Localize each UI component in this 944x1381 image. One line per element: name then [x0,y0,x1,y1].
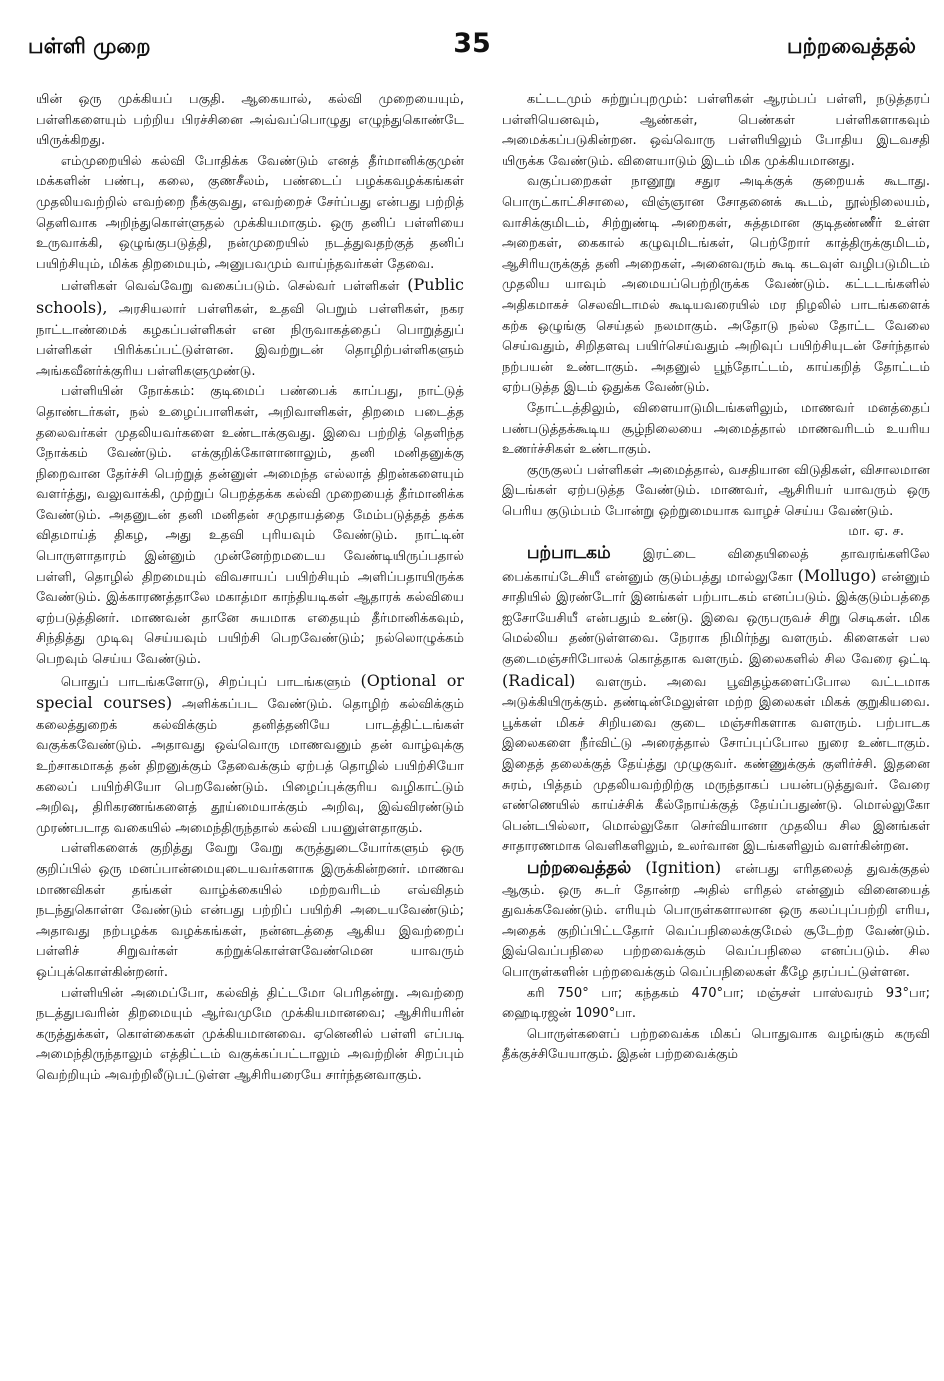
ignition-term: (Ignition) [645,857,722,877]
left-paragraph-2: எம்முறையில் கல்வி போதிக்க வேண்டும் எனத் தீர்மானிக்குமுன் மக்களின் பண்பு, கலை, குணசீலம், பண்டைப் பழக்கவழக்கங்கள் முதலியவற்றில் எவற்றை நீக்குவது, எவற்றைச் சேர்ப்பது என்பது பற்றித் தெளிவாக அறிந்துகொள்ளுதல் முக்கியமாகும். ஒரு தனிப் பள்ளியை உருவாக்கி, ஒழுங்குபடுத்தி, நன்முறையில் நடத்துவதற்குத் தனிப் பயிற்சியும், மிக்க திறமையும், அனுபவமும் வாய்ந்தவர்கள் தேவை. [36,153,464,272]
left-paragraph-7: பள்ளியின் அமைப்போ, கல்வித் திட்டமோ பெரிதன்று. அவற்றை நடத்துபவரின் திறமையும் ஆர்வமுமே முக்கியமானவை; ஆசிரியரின் கருத்துக்கள், கொள்கைகள் முக்கியமானவை. ஏனெனில் பள்ளி எப்படி அமைந்திருந்தாலும் எத்திட்டம் வகுக்கப்பட்டாலும் அவற்றின் சிறப்பும் வெற்றியும் அவற்றிலீடுபட்டுள்ள ஆசிரியரையே சார்ந்தனவாகும். [36,985,464,1083]
entry-parpadagam-text-c: வளரும். அவை பூவிதழ்களைப்போல வட்டமாக அடுக்கியிருக்கும். தண்டின்மேலுள்ள மற்ற இலைகள் மிகக் குறுகியவை. பூக்கள் மிகச் சிறியவை குடை மஞ்சரிகளாக வளரும். பற்பாடக இலைகளை நீர்விட்டு அரைத்தால் சோப்புப்போல நுரை உண்டாகும். இதைத் தலைக்குத் தேய்த்து முழுகுவர். கண்ணுக்குக் குளிர்ச்சி. இதனை சுரம், பித்தம் முதலியவற்றிற்கு மருந்தாகப் பயன்படுத்துவர். வேரை எண்ணெயில் காய்ச்சிக் கீல்நோய்க்குத் தேய்ப்பதுண்டு. மொல்லுகோ பென்டபில்லா, மொல்லுகோ செர்வியானா முதலிய சில இனங்கள் சாதாரணமாக வெளிகளிலும், உலர்வான இடங்களிலும் வளர்கின்றன. [502,674,930,855]
right-paragraph-last: பொருள்களைப் பற்றவைக்க மிகப் பொதுவாக வழங்கும் கருவி தீக்குச்சியேயாகும். இதன் பற்றவைக்கும் [502,1026,930,1063]
left-paragraph-5-text-a: பொதுப் பாடங்களோடு, சிறப்புப் பாடங்களும் [60,674,351,690]
mollugo-term: (Mollugo) [797,565,877,585]
author-signature: மா. ஏ. ச. [848,524,904,540]
header-left-title: பள்ளி முறை [28,34,151,58]
optional-courses-term: (Optional or special courses) [36,670,464,713]
page-number: 35 [453,28,491,59]
ignition-temperatures: கரி 750° பா; கந்தகம் 470°பா; மஞ்சள் பாஸ்வரம் 93°பா; ஹைடிரஜன் 1090°பா. [502,985,930,1022]
right-column [502,90,930,1370]
right-paragraph-4: குருகுலப் பள்ளிகள் அமைத்தால், வசதியான விடுதிகள், விசாலமான இடங்கள் ஏற்படுத்த வேண்டும். மாணவர், ஆசிரியர் யாவரும் ஒரு பெரிய குடும்பம் போன்று ஒற்றுமையாக வாழச் செய்ய வேண்டும். [502,462,930,519]
left-column [36,90,464,1370]
page-header [28,28,916,74]
entry-parpadagam-text-b: என்னும் சாதியில் இரண்டோர் இனங்கள் பற்பாடகம் எனப்படும். இக்குடும்பத்தை ஐசோயேசியீ என்பதும் உண்டு. இவை ஒருபருவச் சிறு செடிகள். மிக மெல்லிய தண்டுள்ளவை. நேராக நிமிர்ந்து வளரும். கிளைகள் பல குடைமஞ்சரிபோலக் கொத்தாக வளரும். இலைகளில் சில வேரை ஒட்டி [502,569,930,668]
right-paragraph-3: தோட்டத்திலும், விளையாடுமிடங்களிலும், மாணவர் மனத்தைப் பண்படுத்தக்கூடிய சூழ்நிலையை அமைத்தால் மாணவரிடம் உயரிய உணர்ச்சிகள் உண்டாகும். [502,400,930,458]
left-paragraph-4: பள்ளியின் நோக்கம்: குடிமைப் பண்பைக் காப்பது, நாட்டுத் தொண்டர்கள், நல் உழைப்பாளிகள், அறிவாளிகள், திறமை படைத்த தலைவர்கள் முதலியவர்களை உண்டாக்குவது. இவை பற்றித் தெளிந்த நோக்கம் வேண்டும். எக்குறிக்கோளானாலும், தனி மனிதனுக்கு நிறைவான தேர்ச்சி பெற்றுத் தன்னுள் அமைந்த எல்லாத் திறன்களையும் வளர்த்து, வலுவாக்கி, முற்றுப் பெறத்தக்க கல்வி முறையைத் தீர்மானிக்க வேண்டும். அதனுடன் தனி மனிதன் சமுதாயத்தை மேம்படுத்தத் தக்க விதமாய்த் திகழ, அது உதவி புரியவும் வேண்டும். நாட்டின் பொருளாதாரம் இன்னும் முன்னேற்றமடைய வேண்டியிருப்பதால் பள்ளி, தொழில் திறமையும் விவசாயப் பயிற்சியும் அளிப்பதாயிருக்க வேண்டும். இக்காரணத்தாலே மகாத்மா காந்தியடிகள் ஆதாரக் கல்வியை ஏற்படுத்தினர். மாணவன் தானே சுயமாக எதையும் தீர்மானிக்கவும், சிந்தித்து முடிவு செய்யவும் பயிற்சி பெறவேண்டும்; நல்லொழுக்கம் பெறவும் செய்ய வேண்டும். [36,384,464,668]
entry-parpadagam [502,543,930,858]
radical-term: (Radical) [502,670,576,690]
left-paragraph-3 [36,275,464,382]
entry-parpadagam-text-a: இரட்டை விதையிலைத் தாவரங்களிலே பைக்காய்டேசியீ என்னும் குடும்பத்து மால்லுகோ [502,547,930,585]
left-paragraph-6: பள்ளிகளைக் குறித்து வேறு வேறு கருத்துடையோர்களும் ஒரு குறிப்பில் ஒரு மனப்பான்மையுடையவர்களாக இருக்கின்றனர். மாணவ மாணவிகள் தங்கள் வாழ்க்கையில் மற்றவரிடம் எவ்விதம் நடந்துகொள்ள வேண்டும் என்பது பற்றிப் பயிற்சி அடையவேண்டும்; அதாவது நற்பழக்க வழக்கங்கள், நன்னடத்தை ஆகிய இவற்றைப் பள்ளிச் சிறுவர்கள் கற்றுக்கொள்ளவேண்மென யாவரும் ஒப்புக்கொள்கின்றனர். [36,841,464,980]
left-paragraph-3-text-b: அரசியலார் பள்ளிகள், உதவி பெறும் பள்ளிகள், நகர நாட்டாண்மைக் கழகப்பள்ளிகள் என நிருவாகத்தைப் பொறுத்துப் பள்ளிகள் பிரிக்கப்பட்டுள்ளன. இவற்றுடன் தொழிற்பள்ளிகளும் அங்கவீனர்க்குரிய பள்ளிகளுமுண்டு. [36,301,464,379]
entry-ignition-text: என்பது எரிதலைத் துவக்குதல் ஆகும். ஒரு சுடர் தோன்ற அதில் எரிதல் என்னும் வினையைத் துவக்கவேண்டும். எரியும் பொருள்களாலான ஒரு கலப்புப்பற்றி எரிய, அதைக் குறிப்பிட்டதோர் வெப்பநிலைக்குமேல் சூடேற்ற வேண்டும். இவ்வெப்பநிலை பற்றவைக்கும் வெப்பநிலை எனப்படும். சில பொருள்களின் பற்றவைக்கும் வெப்பநிலைகள் கீழே தரப்பட்டுள்ளன. [502,861,930,980]
entry-heading-parpadagam: பற்பாடகம் [526,543,611,564]
left-paragraph-5-text-b: அளிக்கப்பட வேண்டும். தொழிற் கல்விக்கும் கலைத்துறைக் கல்விக்கும் தனித்தனியே பாடத்திட்டங்கள் வகுக்கவேண்டும். அதாவது ஒவ்வொரு மாணவனும் தன் வாழ்வுக்கு உற்சாகமாகத் தன் திறனுக்கும் தேவைக்கும் ஏற்பத் தொழில் பயிற்சியோ கலைப் பயிற்சியோ பெறவேண்டும். பிழைப்புக்குரிய வழிகாட்டும் அறிவு, திரிகரணங்களைத் தூய்மையாக்கும் அறிவு, இவ்விரண்டும் முரண்படாத வகையில் அமைந்திருந்தால் கல்வி பயனுள்ளதாகும். [36,697,464,836]
entry-heading-ignition: பற்றவைத்தல் [526,857,632,878]
header-right-title: பற்றவைத்தல் [787,34,916,58]
left-paragraph-3-text-a: பள்ளிகள் வெவ்வேறு வகைப்படும். செல்வர் பள்ளிகள் [60,279,400,295]
public-schools-term: (Public schools), [36,275,464,317]
left-paragraph-1: யின் ஒரு முக்கியப் பகுதி. ஆகையால், கல்வி முறையையும், பள்ளிகளையும் பற்றிய பிரச்சினை அவ்வப்பொழுது எழுந்துகொண்டே யிருக்கிறது. [36,92,464,149]
left-paragraph-5 [36,671,464,840]
right-paragraph-1: கட்டடமும் சுற்றுப்புறமும்: பள்ளிகள் ஆரம்பப் பள்ளி, நடுத்தரப் பள்ளியெனவும், ஆண்கள், பெண்கள் பள்ளிகளாகவும் அமைக்கப்படுகின்றன. ஒவ்வொரு பள்ளியிலும் போதிய இடவசதி யிருக்க வேண்டும். விளையாடும் இடம் மிக முக்கியமானது. [502,92,930,169]
entry-ignition [502,858,930,984]
right-paragraph-2: வகுப்பறைகள் நானூறு சதுர அடிக்குக் குறையக் கூடாது. பொருட்காட்சிசாலை, விஞ்ஞான சோதனைக் கூடம், நூல்நிலையம், வாசிக்குமிடம், சிற்றுண்டி அறைகள், சுத்தமான குடிதண்ணீர் உள்ள அறைகள், கைகால் கழுவுமிடங்கள், பெற்றோர் காத்திருக்குமிடம், ஆசிரியருக்குத் தனி அறைகள், அனைவரும் கூடி கடவுள் வழிபடுமிடம் முதலிய யாவும் அமையப்பெற்றிருக்க வேண்டும். கட்டடங்களில் அதிகமாகச் செலவிடாமல் கூடியவரையில் மர நிழலில் பாடங்களைக் கற்க ஒழுங்கு செய்தல் நலமாகும். அதோடு நல்ல தோட்ட வேலை செய்வதும், சிறிதளவு பயிர்செய்வதும் அறிவுப் பயிற்சியுடன் சேர்ந்தால் நற்பயன் உண்டாகும். அதனுல் பூந்தோட்டம், காய்கறித் தோட்டம் ஏற்படுத்த இடம் ஒதுக்க வேண்டும். [502,174,930,396]
